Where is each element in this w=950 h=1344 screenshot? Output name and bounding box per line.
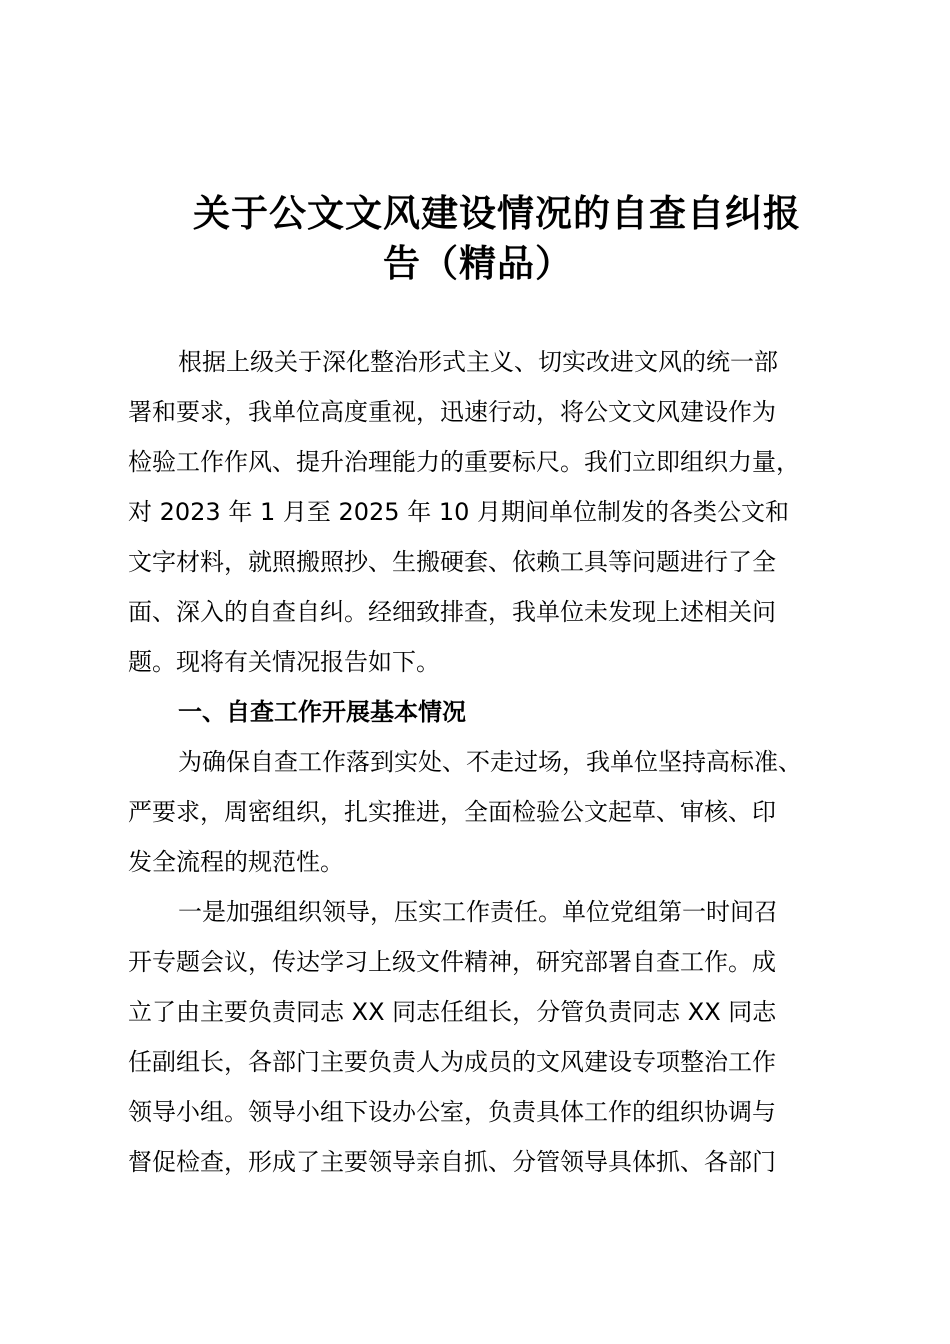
paragraph-line: 开专题会议，传达学习上级文件精神，研究部署自查工作。成: [128, 948, 776, 976]
document-body: [128, 337, 848, 1187]
paragraph-line: 严要求，周密组织，扎实推进，全面检验公文起草、审核、印: [128, 798, 776, 826]
paragraph-line: 立了由主要负责同志 XX 同志任组长，分管负责同志 XX 同志: [128, 998, 777, 1026]
paragraph-line: 对 2023 年 1 月至 2025 年 10 月期间单位制发的各类公文和: [128, 498, 789, 526]
paragraph-line: 检验工作作风、提升治理能力的重要标尺。我们立即组织力量，: [128, 448, 800, 476]
paragraph-line: 督促检查，形成了主要领导亲自抓、分管领导具体抓、各部门: [128, 1148, 776, 1176]
document-title-line-1: 关于公文文风建设情况的自查自纠报: [193, 191, 801, 235]
paragraph-line: 署和要求，我单位高度重视，迅速行动，将公文文风建设作为: [128, 398, 776, 426]
paragraph-line: 领导小组。领导小组下设办公室，负责具体工作的组织协调与: [128, 1098, 776, 1126]
paragraph-line: 题。现将有关情况报告如下。: [128, 648, 440, 676]
paragraph-line: 面、深入的自查自纠。经细致排查，我单位未发现上述相关问: [128, 598, 776, 626]
paragraph-line: 根据上级关于深化整治形式主义、切实改进文风的统一部: [178, 348, 778, 376]
paragraph-line: 为确保自查工作落到实处、不走过场，我单位坚持高标准、: [178, 748, 802, 776]
paragraph-line: 一是加强组织领导，压实工作责任。单位党组第一时间召: [178, 898, 778, 926]
paragraph-line: 文字材料，就照搬照抄、生搬硬套、依赖工具等问题进行了全: [128, 548, 776, 576]
section-heading: 一、自查工作开展基本情况: [178, 698, 466, 726]
paragraph-line: 任副组长，各部门主要负责人为成员的文风建设专项整治工作: [128, 1048, 776, 1076]
document-title-line-2: 告（精品）: [383, 241, 573, 285]
paragraph-line: 发全流程的规范性。: [128, 848, 344, 876]
